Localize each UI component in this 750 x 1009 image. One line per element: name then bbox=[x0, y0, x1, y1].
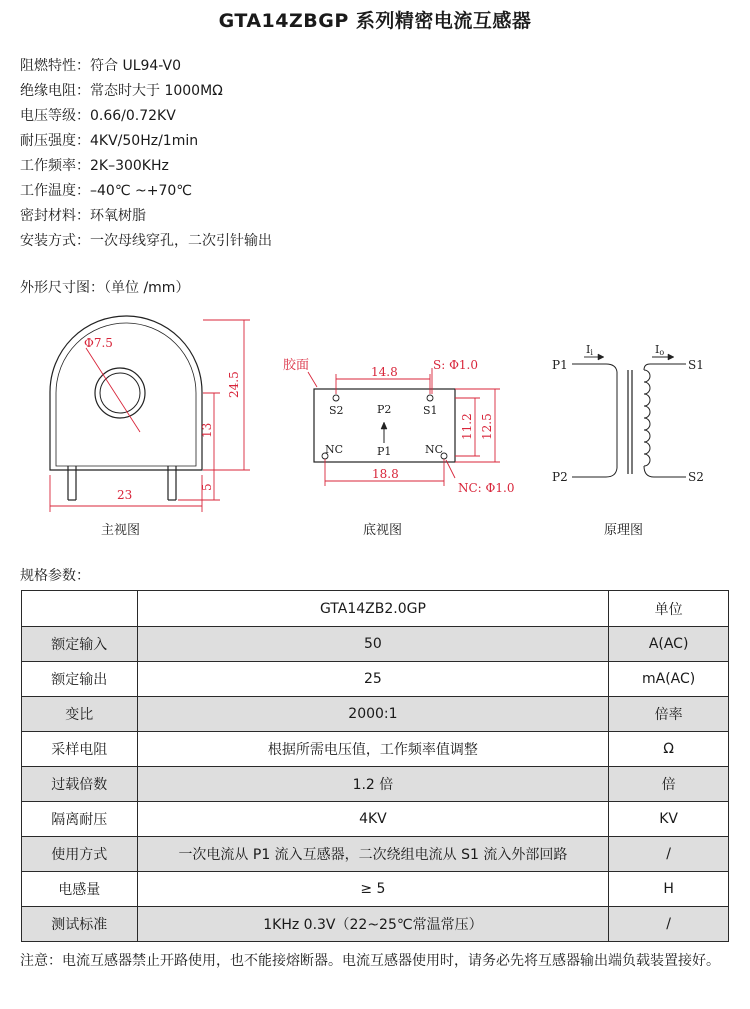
row-name: 采样电阻 bbox=[22, 732, 138, 767]
front-view-dimensions bbox=[50, 320, 250, 512]
row-unit: Ω bbox=[609, 732, 729, 767]
row-name: 变比 bbox=[22, 697, 138, 732]
schematic-s1: S1 bbox=[688, 358, 704, 372]
row-unit: / bbox=[609, 907, 729, 942]
front-dim-width: 23 bbox=[117, 488, 133, 502]
row-value: 25 bbox=[137, 662, 609, 697]
spec-table bbox=[21, 590, 729, 942]
row-name: 使用方式 bbox=[22, 837, 138, 872]
bottom-s-pin-label: S: Φ1.0 bbox=[433, 358, 478, 372]
row-name: 测试标准 bbox=[22, 907, 138, 942]
param-title: 规格参数： bbox=[20, 568, 90, 584]
row-unit: / bbox=[609, 837, 729, 872]
table-row bbox=[22, 837, 729, 872]
table-row bbox=[22, 872, 729, 907]
spec-temperature: 工作温度：–40℃ ~+70℃ bbox=[20, 183, 192, 199]
spec-flame: 阻燃特性：符合 UL94-V0 bbox=[20, 58, 182, 74]
row-unit: A(AC) bbox=[609, 627, 729, 662]
bottom-pin-nc-right: NC bbox=[425, 443, 444, 456]
bottom-dim-inner-height: 11.2 bbox=[460, 413, 474, 440]
row-name: 电感量 bbox=[22, 872, 138, 907]
table-row bbox=[22, 802, 729, 837]
bottom-dim-top: 14.8 bbox=[371, 365, 398, 379]
front-dim-height: 24.5 bbox=[227, 371, 241, 398]
row-value: 一次电流从 P1 流入互感器，二次绕组电流从 S1 流入外部回路 bbox=[137, 837, 609, 872]
row-value: 1KHz 0.3V（22~25℃常温常压） bbox=[137, 907, 609, 942]
table-header-row bbox=[22, 591, 729, 627]
page-title: GTA14ZBGP 系列精密电流互感器 bbox=[218, 10, 532, 32]
bottom-dim-outer-height: 12.5 bbox=[480, 413, 494, 440]
bottom-glue-label: 胶面 bbox=[283, 358, 310, 373]
header-name bbox=[22, 591, 138, 627]
drawings bbox=[0, 300, 750, 545]
spec-frequency: 工作频率：2K–300KHz bbox=[20, 158, 169, 174]
dimension-title: 外形尺寸图：（单位 /mm） bbox=[20, 280, 190, 296]
row-unit: 倍率 bbox=[609, 697, 729, 732]
row-value: 2000:1 bbox=[137, 697, 609, 732]
bottom-pin-nc-left: NC bbox=[325, 443, 344, 456]
spec-voltage-class: 电压等级：0.66/0.72KV bbox=[20, 108, 176, 124]
caption-schematic: 原理图 bbox=[604, 523, 644, 538]
table-row bbox=[22, 767, 729, 802]
bottom-dim-bottom: 18.8 bbox=[372, 467, 399, 481]
front-hole-label: Φ7.5 bbox=[84, 336, 113, 350]
spec-mounting: 安装方式：一次母线穿孔，二次引针输出 bbox=[20, 233, 272, 249]
front-dim-center: 13 bbox=[200, 422, 214, 438]
spec-sealing: 密封材料：环氧树脂 bbox=[20, 208, 146, 224]
front-dim-pin: 5 bbox=[200, 483, 214, 491]
front-view-drawing bbox=[50, 316, 202, 500]
drawings-svg bbox=[0, 300, 750, 545]
bottom-pin-s1: S1 bbox=[423, 404, 438, 417]
table-row bbox=[22, 662, 729, 697]
spec-insulation: 绝缘电阻：常态时大于 1000MΩ bbox=[20, 83, 223, 99]
row-name: 过载倍数 bbox=[22, 767, 138, 802]
schematic-i-secondary: Io bbox=[655, 343, 665, 357]
row-unit: H bbox=[609, 872, 729, 907]
schematic-drawing bbox=[572, 354, 686, 477]
table-row bbox=[22, 627, 729, 662]
bottom-nc-label: NC: Φ1.0 bbox=[458, 481, 515, 495]
row-unit: 倍 bbox=[609, 767, 729, 802]
row-value: 根据所需电压值，工作频率值调整 bbox=[137, 732, 609, 767]
schematic-p1: P1 bbox=[552, 358, 568, 372]
header-model: GTA14ZB2.0GP bbox=[137, 591, 609, 627]
row-name: 额定输入 bbox=[22, 627, 138, 662]
spec-list bbox=[20, 54, 272, 254]
schematic-p2: P2 bbox=[552, 470, 568, 484]
caption-front-view: 主视图 bbox=[101, 523, 141, 538]
row-unit: KV bbox=[609, 802, 729, 837]
bottom-pin-p1: P1 bbox=[377, 445, 392, 458]
table-row bbox=[22, 907, 729, 942]
schematic-i-primary: Ii bbox=[586, 343, 593, 357]
row-value: 50 bbox=[137, 627, 609, 662]
spec-withstand: 耐压强度：4KV/50Hz/1min bbox=[20, 133, 199, 149]
schematic-s2: S2 bbox=[688, 470, 704, 484]
warning-note: 注意：电流互感器禁止开路使用，也不能接熔断器。电流互感器使用时，请务必先将互感器输出端负载装置接好。 bbox=[20, 953, 720, 969]
table-row bbox=[22, 697, 729, 732]
row-unit: mA(AC) bbox=[609, 662, 729, 697]
header-unit: 单位 bbox=[609, 591, 729, 627]
row-value: 1.2 倍 bbox=[137, 767, 609, 802]
bottom-pin-s2: S2 bbox=[329, 404, 344, 417]
bottom-pin-p2: P2 bbox=[377, 403, 392, 416]
row-value: ≥ 5 bbox=[137, 872, 609, 907]
row-name: 额定输出 bbox=[22, 662, 138, 697]
table-row bbox=[22, 732, 729, 767]
row-name: 隔离耐压 bbox=[22, 802, 138, 837]
caption-bottom-view: 底视图 bbox=[363, 523, 403, 538]
row-value: 4KV bbox=[137, 802, 609, 837]
